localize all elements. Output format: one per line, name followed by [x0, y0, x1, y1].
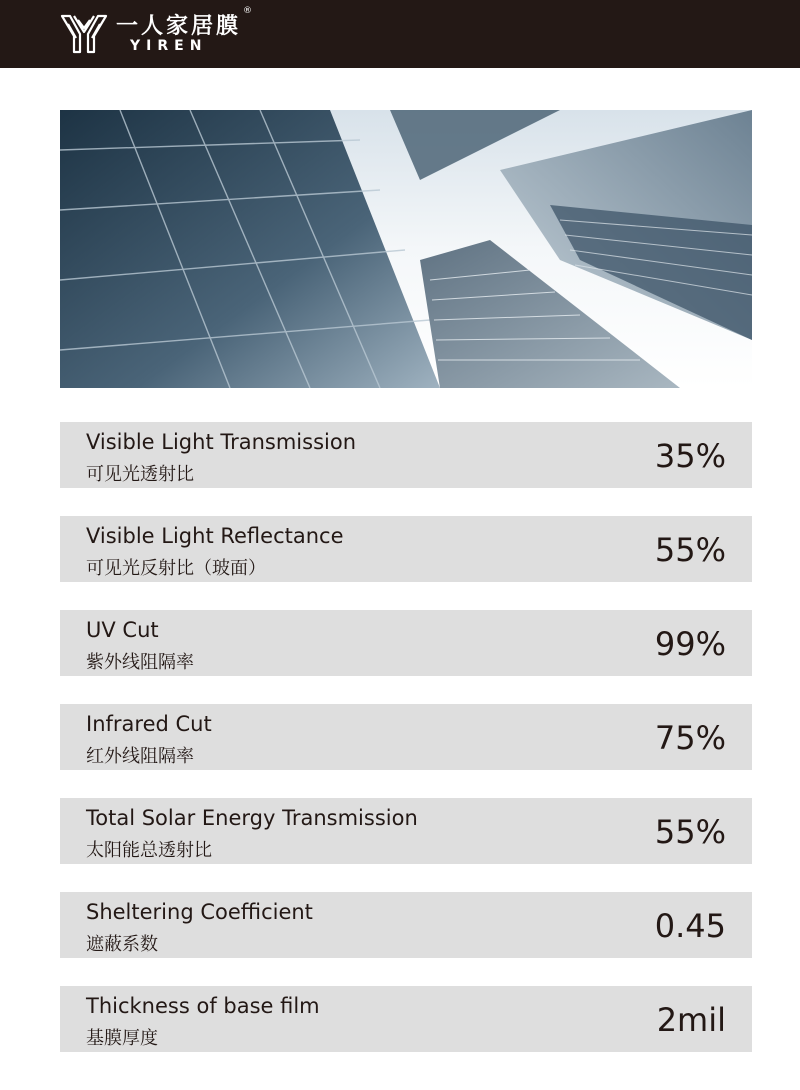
spec-value: 0.45 [654, 907, 726, 945]
spec-value: 55% [654, 813, 726, 851]
spec-row-visible-light-reflectance [60, 516, 752, 582]
spec-label-cn: 基膜厚度 [86, 1028, 158, 1049]
spec-label-cn: 遮蔽系数 [86, 934, 158, 955]
spec-label-cn: 可见光透射比 [86, 464, 194, 485]
spec-value: 35% [654, 437, 726, 475]
spec-row-thickness-of-base-film [60, 986, 752, 1052]
spec-label-en: Total Solar Energy Transmission [86, 806, 418, 830]
spec-label-cn: 紫外线阻隔率 [86, 652, 194, 673]
spec-label-cn: 太阳能总透射比 [86, 840, 212, 861]
skyscrapers-photo [60, 110, 752, 388]
yiren-logo-icon [58, 10, 110, 58]
hero-image-skyscrapers [60, 110, 752, 388]
spec-label-cn: 红外线阻隔率 [86, 746, 194, 767]
spec-label-en: Sheltering Coefficient [86, 900, 313, 924]
spec-value: 75% [654, 719, 726, 757]
brand-name-cn: 一人家居膜 [116, 14, 242, 39]
spec-value: 2mil [656, 1001, 726, 1039]
spec-value: 55% [654, 531, 726, 569]
spec-label-en: Visible Light Reflectance [86, 524, 344, 548]
brand-name-en: YIREN [130, 38, 208, 54]
spec-label-en: Thickness of base film [86, 994, 320, 1018]
spec-row-uv-cut [60, 610, 752, 676]
spec-label-cn: 可见光反射比（玻面） [86, 558, 266, 579]
registered-mark: ® [243, 6, 252, 16]
spec-label-en: Visible Light Transmission [86, 430, 357, 454]
header-bar [0, 0, 800, 68]
spec-row-total-solar-energy-transmission [60, 798, 752, 864]
spec-row-infrared-cut [60, 704, 752, 770]
spec-label-en: Infrared Cut [86, 712, 212, 736]
spec-row-sheltering-coefficient [60, 892, 752, 958]
spec-row-visible-light-transmission [60, 422, 752, 488]
spec-value: 99% [654, 625, 726, 663]
spec-label-en: UV Cut [86, 618, 159, 642]
